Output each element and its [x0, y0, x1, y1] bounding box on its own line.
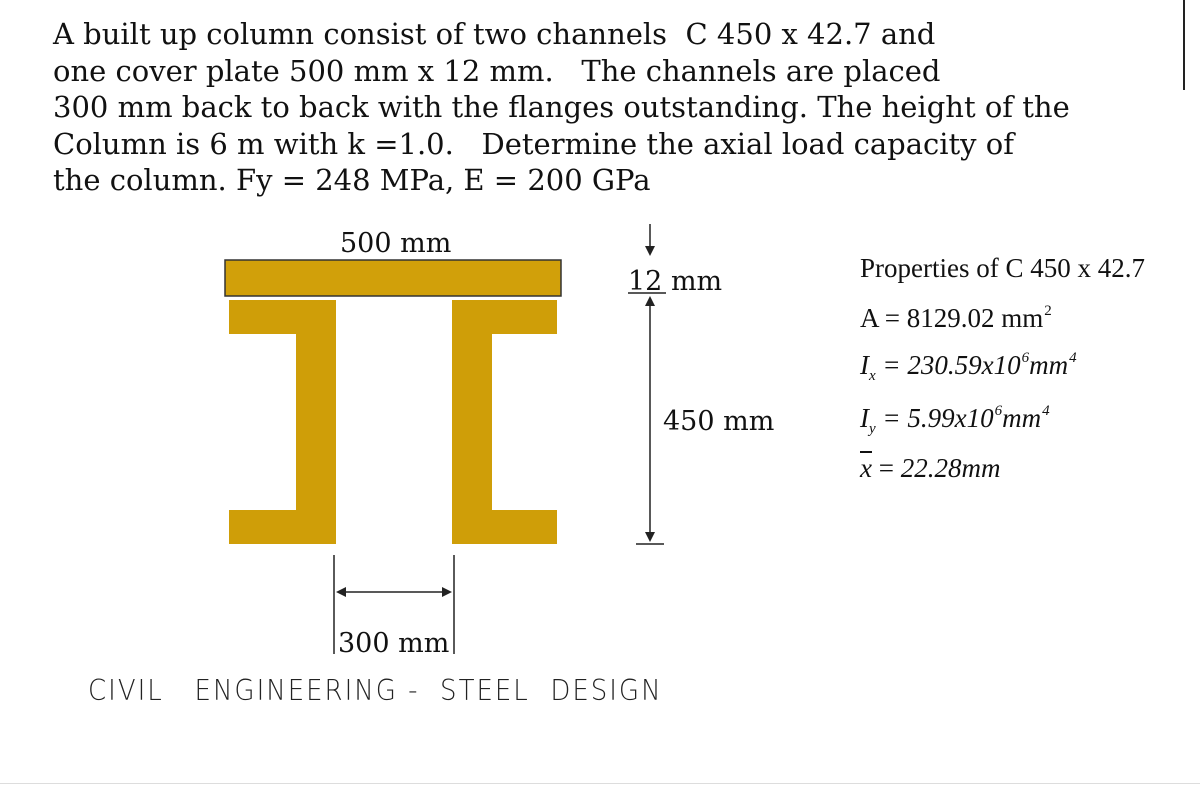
- area-exponent: 2: [1044, 303, 1052, 319]
- problem-line: one cover plate 500 mm x 12 mm. The channels are placed: [53, 53, 941, 88]
- iy-symbol: I: [860, 403, 869, 433]
- problem-line: A built up column consist of two channels C 450 x 42.7 and: [53, 17, 936, 51]
- right-channel: [452, 300, 557, 544]
- iy-exponent: 6: [994, 403, 1003, 419]
- centroid-property: $\overline{x} = 22.28mm$: [860, 453, 1001, 483]
- area-value: 8129.02 mm: [906, 303, 1044, 333]
- left-channel: [229, 300, 336, 544]
- page-bottom-rule: [0, 783, 1200, 784]
- cover-plate: [225, 260, 561, 296]
- iy-property: $I_y = 5.99x10^6mm^4$: [860, 403, 1050, 437]
- problem-statement: [53, 16, 1070, 199]
- plate-width-label: 500 mm: [340, 228, 452, 259]
- xbar-symbol: $\overline{x}$: [860, 453, 872, 483]
- area-property: A = 8129.02 $mm^2$: [860, 303, 1052, 333]
- depth-label: 450 mm: [663, 406, 775, 437]
- spacing-label: 300 mm: [338, 628, 450, 659]
- depth-dimension: [636, 306, 664, 544]
- iy-subscript: y: [869, 421, 876, 437]
- problem-line: the column. Fy = 248 MPa, E = 200 GPa: [53, 163, 651, 197]
- ix-subscript: x: [869, 368, 876, 384]
- ix-symbol: I: [860, 350, 869, 380]
- ix-property: $I_x = 230.59x10^6mm^4$: [860, 350, 1077, 384]
- xbar-value: 22.28mm: [900, 453, 1001, 483]
- area-symbol: A: [860, 303, 879, 333]
- page-edge-rule: [1183, 0, 1185, 90]
- ix-unit-exponent: 4: [1069, 350, 1077, 366]
- ix-exponent: 6: [1021, 350, 1030, 366]
- plate-thickness-label: 12 mm: [628, 266, 723, 297]
- iy-unit-exponent: 4: [1042, 403, 1050, 419]
- handwritten-footer: CIVIL ENGINEERING - STEEL DESIGN: [88, 674, 663, 708]
- properties-title: Properties of C 450 x 42.7: [860, 253, 1145, 283]
- iy-value: 5.99x10: [907, 403, 994, 433]
- problem-line: Column is 6 m with k =1.0. Determine the axial load capacity of: [53, 126, 1014, 161]
- ix-value: 230.59x10: [907, 350, 1021, 380]
- ix-unit: mm: [1029, 350, 1069, 380]
- iy-unit: mm: [1002, 403, 1042, 433]
- problem-line: 300 mm back to back with the flanges outstanding. The height of the: [53, 90, 1070, 124]
- built-up-column-diagram: [0, 220, 820, 670]
